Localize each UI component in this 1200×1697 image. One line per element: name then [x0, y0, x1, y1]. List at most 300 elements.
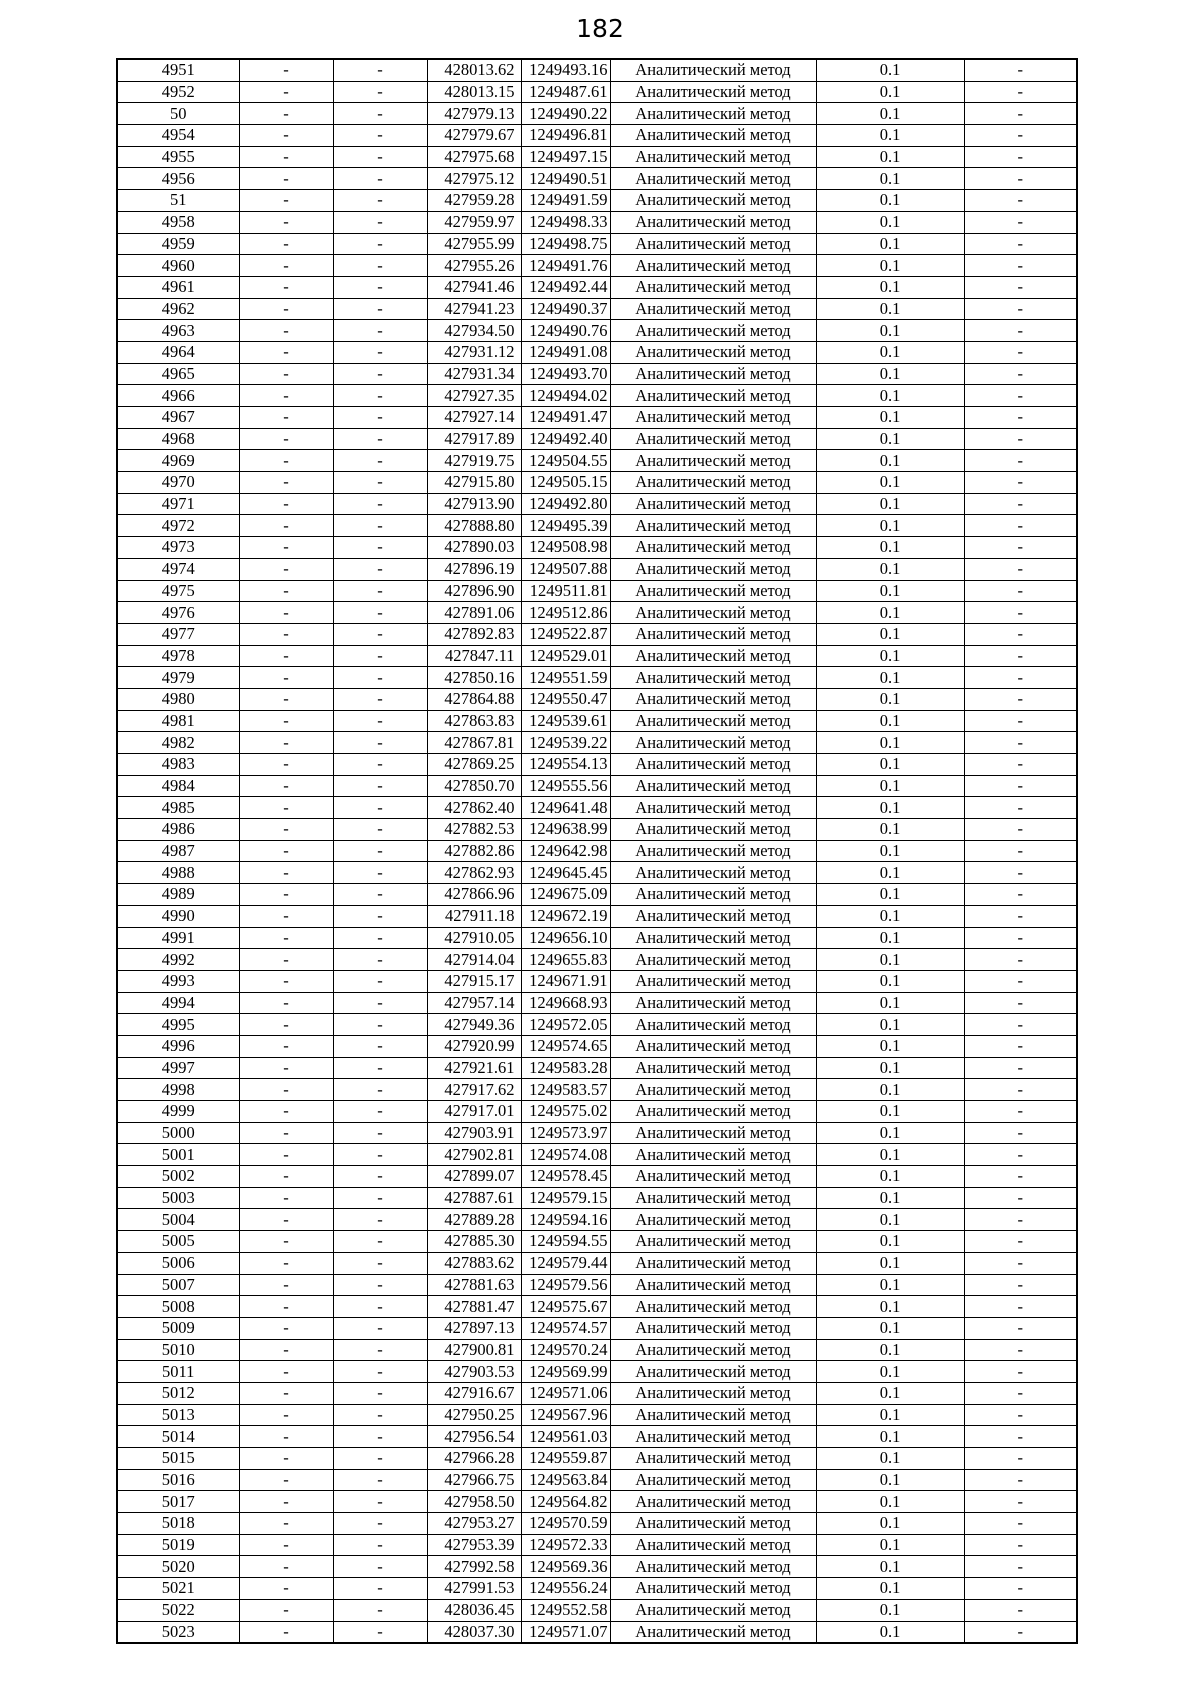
accuracy-cell: 0.1	[816, 797, 964, 819]
x-coordinate-cell: 427917.62	[427, 1079, 521, 1101]
note-cell: -	[964, 537, 1077, 559]
y-coordinate-cell: 1249498.75	[521, 233, 610, 255]
point-number-cell: 4977	[117, 623, 239, 645]
empty-cell-b: -	[333, 1599, 427, 1621]
y-coordinate-cell: 1249672.19	[521, 905, 610, 927]
accuracy-cell: 0.1	[816, 450, 964, 472]
empty-cell-b: -	[333, 949, 427, 971]
empty-cell-b: -	[333, 862, 427, 884]
y-coordinate-cell: 1249495.39	[521, 515, 610, 537]
empty-cell-a: -	[239, 667, 333, 689]
accuracy-cell: 0.1	[816, 1513, 964, 1535]
method-cell: Аналитический метод	[610, 1296, 816, 1318]
accuracy-cell: 0.1	[816, 1469, 964, 1491]
point-number-cell: 4994	[117, 992, 239, 1014]
point-number-cell: 5017	[117, 1491, 239, 1513]
accuracy-cell: 0.1	[816, 1404, 964, 1426]
point-number-cell: 4983	[117, 754, 239, 776]
x-coordinate-cell: 427911.18	[427, 905, 521, 927]
empty-cell-b: -	[333, 927, 427, 949]
empty-cell-a: -	[239, 1144, 333, 1166]
table-row	[117, 1491, 1077, 1513]
table-row	[117, 688, 1077, 710]
empty-cell-b: -	[333, 797, 427, 819]
empty-cell-b: -	[333, 190, 427, 212]
y-coordinate-cell: 1249675.09	[521, 884, 610, 906]
method-cell: Аналитический метод	[610, 1252, 816, 1274]
method-cell: Аналитический метод	[610, 970, 816, 992]
method-cell: Аналитический метод	[610, 385, 816, 407]
note-cell: -	[964, 992, 1077, 1014]
note-cell: -	[964, 1469, 1077, 1491]
method-cell: Аналитический метод	[610, 537, 816, 559]
y-coordinate-cell: 1249493.70	[521, 363, 610, 385]
empty-cell-b: -	[333, 884, 427, 906]
method-cell: Аналитический метод	[610, 407, 816, 429]
empty-cell-b: -	[333, 320, 427, 342]
point-number-cell: 4979	[117, 667, 239, 689]
y-coordinate-cell: 1249574.65	[521, 1035, 610, 1057]
note-cell: -	[964, 710, 1077, 732]
empty-cell-b: -	[333, 1144, 427, 1166]
point-number-cell: 5005	[117, 1231, 239, 1253]
empty-cell-a: -	[239, 450, 333, 472]
empty-cell-a: -	[239, 363, 333, 385]
empty-cell-b: -	[333, 710, 427, 732]
point-number-cell: 4956	[117, 168, 239, 190]
table-row	[117, 732, 1077, 754]
note-cell: -	[964, 927, 1077, 949]
point-number-cell: 4958	[117, 211, 239, 233]
x-coordinate-cell: 427991.53	[427, 1578, 521, 1600]
method-cell: Аналитический метод	[610, 1426, 816, 1448]
empty-cell-a: -	[239, 710, 333, 732]
x-coordinate-cell: 427882.86	[427, 840, 521, 862]
empty-cell-b: -	[333, 1187, 427, 1209]
empty-cell-b: -	[333, 81, 427, 103]
table-row	[117, 754, 1077, 776]
table-row	[117, 103, 1077, 125]
y-coordinate-cell: 1249494.02	[521, 385, 610, 407]
table-row	[117, 1556, 1077, 1578]
empty-cell-b: -	[333, 233, 427, 255]
method-cell: Аналитический метод	[610, 1404, 816, 1426]
point-number-cell: 5008	[117, 1296, 239, 1318]
table-row	[117, 797, 1077, 819]
method-cell: Аналитический метод	[610, 558, 816, 580]
accuracy-cell: 0.1	[816, 602, 964, 624]
empty-cell-b: -	[333, 992, 427, 1014]
y-coordinate-cell: 1249641.48	[521, 797, 610, 819]
accuracy-cell: 0.1	[816, 1187, 964, 1209]
empty-cell-b: -	[333, 1252, 427, 1274]
point-number-cell: 4962	[117, 298, 239, 320]
x-coordinate-cell: 427959.97	[427, 211, 521, 233]
table-row	[117, 1404, 1077, 1426]
y-coordinate-cell: 1249505.15	[521, 472, 610, 494]
table-row	[117, 1469, 1077, 1491]
method-cell: Аналитический метод	[610, 580, 816, 602]
method-cell: Аналитический метод	[610, 363, 816, 385]
table-row	[117, 320, 1077, 342]
empty-cell-a: -	[239, 970, 333, 992]
empty-cell-b: -	[333, 1166, 427, 1188]
empty-cell-b: -	[333, 493, 427, 515]
empty-cell-b: -	[333, 1448, 427, 1470]
accuracy-cell: 0.1	[816, 970, 964, 992]
empty-cell-b: -	[333, 1057, 427, 1079]
table-row	[117, 602, 1077, 624]
empty-cell-a: -	[239, 1491, 333, 1513]
x-coordinate-cell: 427864.88	[427, 688, 521, 710]
note-cell: -	[964, 688, 1077, 710]
point-number-cell: 5007	[117, 1274, 239, 1296]
point-number-cell: 5003	[117, 1187, 239, 1209]
accuracy-cell: 0.1	[816, 407, 964, 429]
note-cell: -	[964, 884, 1077, 906]
y-coordinate-cell: 1249671.91	[521, 970, 610, 992]
point-number-cell: 5009	[117, 1317, 239, 1339]
accuracy-cell: 0.1	[816, 59, 964, 81]
accuracy-cell: 0.1	[816, 1534, 964, 1556]
method-cell: Аналитический метод	[610, 1274, 816, 1296]
accuracy-cell: 0.1	[816, 81, 964, 103]
x-coordinate-cell: 427903.91	[427, 1122, 521, 1144]
note-cell: -	[964, 1339, 1077, 1361]
empty-cell-b: -	[333, 1469, 427, 1491]
y-coordinate-cell: 1249491.76	[521, 255, 610, 277]
x-coordinate-cell: 427931.34	[427, 363, 521, 385]
y-coordinate-cell: 1249573.97	[521, 1122, 610, 1144]
y-coordinate-cell: 1249564.82	[521, 1491, 610, 1513]
empty-cell-a: -	[239, 797, 333, 819]
accuracy-cell: 0.1	[816, 276, 964, 298]
accuracy-cell: 0.1	[816, 1166, 964, 1188]
y-coordinate-cell: 1249539.22	[521, 732, 610, 754]
note-cell: -	[964, 1122, 1077, 1144]
method-cell: Аналитический метод	[610, 125, 816, 147]
method-cell: Аналитический метод	[610, 688, 816, 710]
point-number-cell: 4984	[117, 775, 239, 797]
note-cell: -	[964, 949, 1077, 971]
y-coordinate-cell: 1249491.59	[521, 190, 610, 212]
table-row	[117, 1101, 1077, 1123]
empty-cell-a: -	[239, 515, 333, 537]
table-row	[117, 81, 1077, 103]
accuracy-cell: 0.1	[816, 1274, 964, 1296]
point-number-cell: 50	[117, 103, 239, 125]
y-coordinate-cell: 1249508.98	[521, 537, 610, 559]
note-cell: -	[964, 645, 1077, 667]
y-coordinate-cell: 1249574.57	[521, 1317, 610, 1339]
method-cell: Аналитический метод	[610, 645, 816, 667]
empty-cell-a: -	[239, 407, 333, 429]
empty-cell-a: -	[239, 1035, 333, 1057]
empty-cell-b: -	[333, 1079, 427, 1101]
x-coordinate-cell: 427955.26	[427, 255, 521, 277]
accuracy-cell: 0.1	[816, 840, 964, 862]
empty-cell-a: -	[239, 146, 333, 168]
x-coordinate-cell: 427891.06	[427, 602, 521, 624]
point-number-cell: 5021	[117, 1578, 239, 1600]
note-cell: -	[964, 363, 1077, 385]
y-coordinate-cell: 1249490.22	[521, 103, 610, 125]
empty-cell-b: -	[333, 168, 427, 190]
accuracy-cell: 0.1	[816, 190, 964, 212]
method-cell: Аналитический метод	[610, 775, 816, 797]
note-cell: -	[964, 1556, 1077, 1578]
x-coordinate-cell: 427953.39	[427, 1534, 521, 1556]
table-row	[117, 168, 1077, 190]
y-coordinate-cell: 1249556.24	[521, 1578, 610, 1600]
x-coordinate-cell: 427941.46	[427, 276, 521, 298]
x-coordinate-cell: 427899.07	[427, 1166, 521, 1188]
y-coordinate-cell: 1249522.87	[521, 623, 610, 645]
y-coordinate-cell: 1249575.02	[521, 1101, 610, 1123]
note-cell: -	[964, 1035, 1077, 1057]
x-coordinate-cell: 427975.12	[427, 168, 521, 190]
x-coordinate-cell: 428013.15	[427, 81, 521, 103]
note-cell: -	[964, 276, 1077, 298]
note-cell: -	[964, 580, 1077, 602]
empty-cell-a: -	[239, 775, 333, 797]
y-coordinate-cell: 1249567.96	[521, 1404, 610, 1426]
empty-cell-a: -	[239, 1231, 333, 1253]
y-coordinate-cell: 1249638.99	[521, 819, 610, 841]
accuracy-cell: 0.1	[816, 884, 964, 906]
table-row	[117, 385, 1077, 407]
table-row	[117, 125, 1077, 147]
empty-cell-a: -	[239, 211, 333, 233]
table-row	[117, 558, 1077, 580]
empty-cell-b: -	[333, 1513, 427, 1535]
empty-cell-a: -	[239, 472, 333, 494]
point-number-cell: 4992	[117, 949, 239, 971]
empty-cell-a: -	[239, 1556, 333, 1578]
x-coordinate-cell: 427896.19	[427, 558, 521, 580]
point-number-cell: 4966	[117, 385, 239, 407]
accuracy-cell: 0.1	[816, 1339, 964, 1361]
table-row	[117, 840, 1077, 862]
note-cell: -	[964, 970, 1077, 992]
empty-cell-a: -	[239, 602, 333, 624]
empty-cell-b: -	[333, 1404, 427, 1426]
x-coordinate-cell: 427917.01	[427, 1101, 521, 1123]
accuracy-cell: 0.1	[816, 1122, 964, 1144]
note-cell: -	[964, 146, 1077, 168]
method-cell: Аналитический метод	[610, 211, 816, 233]
note-cell: -	[964, 905, 1077, 927]
empty-cell-b: -	[333, 363, 427, 385]
empty-cell-b: -	[333, 1578, 427, 1600]
method-cell: Аналитический метод	[610, 472, 816, 494]
note-cell: -	[964, 1448, 1077, 1470]
method-cell: Аналитический метод	[610, 1621, 816, 1643]
empty-cell-a: -	[239, 255, 333, 277]
point-number-cell: 5020	[117, 1556, 239, 1578]
note-cell: -	[964, 103, 1077, 125]
accuracy-cell: 0.1	[816, 537, 964, 559]
x-coordinate-cell: 427955.99	[427, 233, 521, 255]
y-coordinate-cell: 1249539.61	[521, 710, 610, 732]
method-cell: Аналитический метод	[610, 710, 816, 732]
point-number-cell: 4972	[117, 515, 239, 537]
empty-cell-a: -	[239, 1296, 333, 1318]
point-number-cell: 4951	[117, 59, 239, 81]
table-row	[117, 1274, 1077, 1296]
table-row	[117, 276, 1077, 298]
y-coordinate-cell: 1249656.10	[521, 927, 610, 949]
x-coordinate-cell: 427847.11	[427, 645, 521, 667]
point-number-cell: 4970	[117, 472, 239, 494]
accuracy-cell: 0.1	[816, 1296, 964, 1318]
note-cell: -	[964, 797, 1077, 819]
point-number-cell: 4991	[117, 927, 239, 949]
y-coordinate-cell: 1249561.03	[521, 1426, 610, 1448]
point-number-cell: 4975	[117, 580, 239, 602]
empty-cell-a: -	[239, 1469, 333, 1491]
method-cell: Аналитический метод	[610, 1361, 816, 1383]
table-row	[117, 298, 1077, 320]
table-row	[117, 1317, 1077, 1339]
y-coordinate-cell: 1249496.81	[521, 125, 610, 147]
empty-cell-a: -	[239, 103, 333, 125]
y-coordinate-cell: 1249490.76	[521, 320, 610, 342]
empty-cell-a: -	[239, 1339, 333, 1361]
accuracy-cell: 0.1	[816, 667, 964, 689]
method-cell: Аналитический метод	[610, 1187, 816, 1209]
y-coordinate-cell: 1249492.44	[521, 276, 610, 298]
accuracy-cell: 0.1	[816, 1057, 964, 1079]
note-cell: -	[964, 667, 1077, 689]
y-coordinate-cell: 1249594.16	[521, 1209, 610, 1231]
table-row	[117, 992, 1077, 1014]
note-cell: -	[964, 1382, 1077, 1404]
empty-cell-a: -	[239, 927, 333, 949]
empty-cell-a: -	[239, 1057, 333, 1079]
y-coordinate-cell: 1249497.15	[521, 146, 610, 168]
method-cell: Аналитический метод	[610, 1209, 816, 1231]
x-coordinate-cell: 427915.80	[427, 472, 521, 494]
table-body	[117, 59, 1077, 1643]
table-row	[117, 949, 1077, 971]
x-coordinate-cell: 427934.50	[427, 320, 521, 342]
x-coordinate-cell: 427949.36	[427, 1014, 521, 1036]
empty-cell-b: -	[333, 1122, 427, 1144]
empty-cell-b: -	[333, 819, 427, 841]
accuracy-cell: 0.1	[816, 1035, 964, 1057]
accuracy-cell: 0.1	[816, 710, 964, 732]
y-coordinate-cell: 1249578.45	[521, 1166, 610, 1188]
point-number-cell: 5016	[117, 1469, 239, 1491]
point-number-cell: 5013	[117, 1404, 239, 1426]
empty-cell-a: -	[239, 1079, 333, 1101]
empty-cell-b: -	[333, 1035, 427, 1057]
note-cell: -	[964, 450, 1077, 472]
point-number-cell: 5023	[117, 1621, 239, 1643]
accuracy-cell: 0.1	[816, 1209, 964, 1231]
point-number-cell: 4959	[117, 233, 239, 255]
accuracy-cell: 0.1	[816, 1144, 964, 1166]
method-cell: Аналитический метод	[610, 840, 816, 862]
point-number-cell: 4955	[117, 146, 239, 168]
empty-cell-b: -	[333, 298, 427, 320]
accuracy-cell: 0.1	[816, 103, 964, 125]
table-row	[117, 884, 1077, 906]
point-number-cell: 5011	[117, 1361, 239, 1383]
note-cell: -	[964, 81, 1077, 103]
point-number-cell: 4981	[117, 710, 239, 732]
x-coordinate-cell: 427914.04	[427, 949, 521, 971]
note-cell: -	[964, 298, 1077, 320]
note-cell: -	[964, 1274, 1077, 1296]
empty-cell-b: -	[333, 537, 427, 559]
note-cell: -	[964, 862, 1077, 884]
empty-cell-a: -	[239, 1317, 333, 1339]
y-coordinate-cell: 1249491.08	[521, 341, 610, 363]
empty-cell-a: -	[239, 1209, 333, 1231]
method-cell: Аналитический метод	[610, 59, 816, 81]
point-number-cell: 4999	[117, 1101, 239, 1123]
x-coordinate-cell: 427941.23	[427, 298, 521, 320]
note-cell: -	[964, 1317, 1077, 1339]
note-cell: -	[964, 1426, 1077, 1448]
point-number-cell: 5000	[117, 1122, 239, 1144]
note-cell: -	[964, 1252, 1077, 1274]
x-coordinate-cell: 427887.61	[427, 1187, 521, 1209]
x-coordinate-cell: 427869.25	[427, 754, 521, 776]
table-row	[117, 59, 1077, 81]
table-row	[117, 1361, 1077, 1383]
empty-cell-a: -	[239, 1187, 333, 1209]
empty-cell-b: -	[333, 732, 427, 754]
table-row	[117, 1166, 1077, 1188]
y-coordinate-cell: 1249655.83	[521, 949, 610, 971]
empty-cell-a: -	[239, 1513, 333, 1535]
point-number-cell: 4965	[117, 363, 239, 385]
empty-cell-a: -	[239, 1448, 333, 1470]
method-cell: Аналитический метод	[610, 884, 816, 906]
x-coordinate-cell: 427896.90	[427, 580, 521, 602]
point-number-cell: 5015	[117, 1448, 239, 1470]
point-number-cell: 4985	[117, 797, 239, 819]
accuracy-cell: 0.1	[816, 819, 964, 841]
empty-cell-a: -	[239, 949, 333, 971]
table-row	[117, 363, 1077, 385]
table-row	[117, 493, 1077, 515]
empty-cell-a: -	[239, 558, 333, 580]
empty-cell-a: -	[239, 1014, 333, 1036]
point-number-cell: 4971	[117, 493, 239, 515]
table-row	[117, 1426, 1077, 1448]
empty-cell-b: -	[333, 580, 427, 602]
table-row	[117, 1252, 1077, 1274]
note-cell: -	[964, 775, 1077, 797]
empty-cell-b: -	[333, 754, 427, 776]
point-number-cell: 4998	[117, 1079, 239, 1101]
empty-cell-b: -	[333, 1556, 427, 1578]
point-number-cell: 4976	[117, 602, 239, 624]
table-row	[117, 970, 1077, 992]
x-coordinate-cell: 427889.28	[427, 1209, 521, 1231]
empty-cell-a: -	[239, 1101, 333, 1123]
table-row	[117, 341, 1077, 363]
y-coordinate-cell: 1249554.13	[521, 754, 610, 776]
y-coordinate-cell: 1249574.08	[521, 1144, 610, 1166]
accuracy-cell: 0.1	[816, 1079, 964, 1101]
note-cell: -	[964, 233, 1077, 255]
empty-cell-a: -	[239, 1382, 333, 1404]
